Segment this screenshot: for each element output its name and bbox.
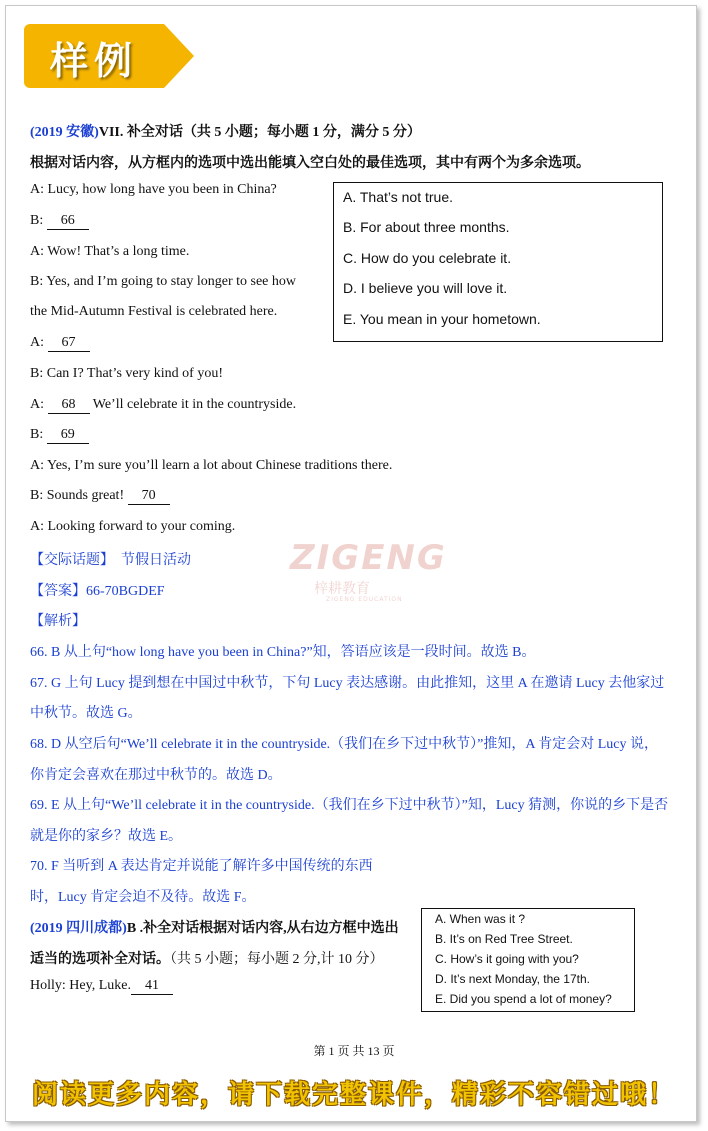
dialogue-line <box>30 458 392 474</box>
dialogue-text-suffix: We’ll celebrate it in the countryside. <box>89 397 297 412</box>
analysis-line: 你肯定会喜欢在那过中秋节的。故选 D。 <box>30 768 282 783</box>
dialogue-text: A: <box>30 397 48 412</box>
analysis-line: 就是你的家乡？故选 E。 <box>30 829 183 844</box>
option-item: A. When was it ? <box>435 912 526 926</box>
dialogue-line <box>30 244 189 260</box>
dialogue-line <box>30 397 296 414</box>
dialogue-text: A: Looking forward to your coming. <box>30 519 236 534</box>
dialogue-line <box>30 213 89 230</box>
topic-line <box>30 549 191 569</box>
analysis-line: 70. F 当听到 A 表达肯定并说能了解许多中国传统的东西 <box>30 859 373 874</box>
dialogue-line <box>30 335 90 352</box>
holly-line-prefix: Holly: Hey, Luke. <box>30 978 131 993</box>
section1-source-tag: (2019 安徽) <box>30 125 99 140</box>
section2-heading-bold: 适当的选项补全对话。 <box>30 952 170 967</box>
dialogue-line <box>30 274 296 290</box>
dialogue-line <box>30 304 277 320</box>
watermark-main-text: ZIGENG <box>290 538 447 578</box>
option-item: E. Did you spend a lot of money? <box>435 992 612 1006</box>
dialogue-text: A: <box>30 335 48 350</box>
option-item: C. How’s it going with you? <box>435 952 579 966</box>
dialogue-line <box>30 182 277 198</box>
topic-value: 节假日活动 <box>121 553 191 568</box>
dialogue-text: B: <box>30 213 47 228</box>
page-number-footer: 第 1 页 共 13 页 <box>313 1044 395 1058</box>
dialogue-line <box>30 519 235 535</box>
analysis-line: 中秋节。故选 G。 <box>30 706 142 721</box>
options-box-1 <box>333 182 663 342</box>
answer-blank: 67 <box>48 335 90 352</box>
analysis-line: 68. D 从空后句“We’ll celebrate it in the countryside.（我们在乡下过中秋节）”推知，A 肯定会对 Lucy 说， <box>30 737 658 752</box>
option-item: D. I believe you will love it. <box>343 280 508 296</box>
option-item: C. How do you celebrate it. <box>343 250 512 266</box>
dialogue-text: B: <box>30 427 47 442</box>
banner-arrow-shape <box>164 24 194 88</box>
answer-label: 【答案】 <box>30 584 86 599</box>
section1-heading-text: VII. 补全对话（共 5 小题；每小题 1 分，满分 5 分） <box>98 125 421 140</box>
watermark-tiny-text: ZIGENG EDUCATION <box>326 596 403 603</box>
watermark-sub-text: 梓耕教育 <box>314 581 370 597</box>
dialogue-text: B: Sounds great! <box>30 488 128 503</box>
section2-first-line <box>30 978 173 995</box>
download-promo-banner[interactable]: 阅读更多内容，请下载完整课件，精彩不容错过哦！ <box>31 1080 676 1110</box>
section2-heading-rest: （共 5 小题；每小题 2 分,计 10 分） <box>170 952 384 967</box>
option-item: A. That’s not true. <box>343 189 453 205</box>
answer-blank: 68 <box>48 397 90 414</box>
section2-heading-line1 <box>30 917 399 937</box>
option-item: B. It’s on Red Tree Street. <box>435 932 573 946</box>
dialogue-line <box>30 488 170 505</box>
answer-blank: 41 <box>131 978 173 995</box>
dialogue-text: A: Yes, I’m sure you’ll learn a lot about Chinese traditions there. <box>30 458 393 473</box>
dialogue-text: the Mid-Autumn Festival is celebrated here. <box>30 304 278 319</box>
banner-label: 样例 <box>50 39 139 83</box>
analysis-line: 69. E 从上句“We’ll celebrate it in the countryside.（我们在乡下过中秋节）”知，Lucy 猜测，你说的乡下是否 <box>30 798 669 813</box>
dialogue-text: B: Can I? That’s very kind of you! <box>30 366 223 381</box>
answer-blank: 66 <box>47 213 89 230</box>
answer-value: 66-70BGDEF <box>86 584 165 599</box>
section1-instruction: 根据对话内容，从方框内的选项中选出能填入空白处的最佳选项，其中有两个为多余选项。 <box>30 156 590 171</box>
section2-source-tag: (2019 四川成都) <box>30 921 127 936</box>
dialogue-text: B: Yes, and I’m going to stay longer to see how <box>30 274 296 289</box>
section2-heading-line2 <box>30 948 384 968</box>
analysis-label: 【解析】 <box>30 614 86 629</box>
analysis-line: 66. B 从上句“how long have you been in China?”知，答语应该是一段时间。故选 B。 <box>30 645 536 660</box>
analysis-line: 时，Lucy 肯定会迫不及待。故选 F。 <box>30 890 256 905</box>
option-item: B. For about three months. <box>343 219 510 235</box>
analysis-line: 67. G 上句 Lucy 提到想在中国过中秋节，下句 Lucy 表达感谢。由此推知，这里 A 在邀请 Lucy 去他家过 <box>30 676 665 691</box>
zigeng-watermark-logo <box>272 530 447 610</box>
options-box-2 <box>421 908 635 1012</box>
section2-heading-text: B .补全对话根据对话内容,从右边方框中选出 <box>126 921 399 936</box>
dialogue-text: A: Lucy, how long have you been in China? <box>30 182 277 197</box>
option-item: D. It’s next Monday, the 17th. <box>435 972 590 986</box>
section1-heading <box>30 121 421 141</box>
answer-blank: 70 <box>128 488 170 505</box>
dialogue-line <box>30 427 89 444</box>
answer-blank: 69 <box>47 427 89 444</box>
dialogue-text: A: Wow! That’s a long time. <box>30 244 190 259</box>
option-item: E. You mean in your hometown. <box>343 311 541 327</box>
dialogue-line <box>30 366 223 382</box>
answer-line <box>30 580 165 600</box>
topic-label: 【交际话题】 <box>30 553 114 568</box>
